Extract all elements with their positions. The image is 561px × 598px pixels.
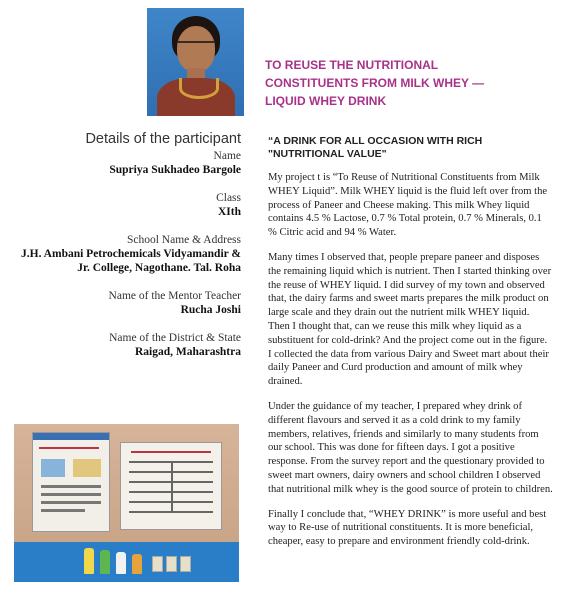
class-value: XIth — [217, 206, 241, 218]
article-title — [265, 56, 555, 110]
school-value-line-1: J.H. Ambani Petrochemicals Vidyamandir & — [21, 248, 241, 260]
paragraph: Finally I conclude that, “WHEY DRINK” is more useful and best way to Re-use of nutritional constituents. It is more beneficial, cheaper, easy to prepare and environment friendly cold-drink. — [268, 508, 547, 548]
paragraph: Under the guidance of my teacher, I prepared whey drink of different flavours and served it as a cold drink to my family members, relatives, friends and similarly to many students from our school. This was done for fifteen days. I got a positive response. From the survey report and the questionary provided to sweet mart owners, dairy owners and school children I observed that nutritional milk whey is the good source of protein to children. — [268, 400, 553, 495]
article-subtitle — [268, 135, 553, 161]
poster-chart-right — [120, 442, 222, 530]
school-value-line-2: Jr. College, Nagothane. Tal. Roha — [77, 262, 241, 274]
participant-details — [6, 131, 241, 359]
paragraph: My project t is “To Reuse of Nutritional Constituents from Milk WHEY Liquid”. Milk WHEY liquid is the fluid left over from the process of Paneer and Cheese making. This milk Whey liquid contains 4.5 % Lactose, 0.7 % Total protein, 0.7 % Minerals, 0.1 % Citric acid and 94 % Water. — [268, 172, 548, 239]
title-line: LIQUID WHEY DRINK — [265, 94, 387, 108]
poster-chart-left — [32, 432, 110, 532]
name-value: Supriya Sukhadeo Bargole — [109, 164, 241, 176]
display-table — [14, 542, 239, 582]
subtitle-line: "NUTRITIONAL VALUE" — [268, 148, 387, 160]
school-label: School Name & Address — [126, 234, 241, 246]
mentor-value: Rucha Joshi — [180, 304, 241, 316]
district-label: Name of the District & State — [109, 332, 241, 344]
participant-photo — [147, 8, 244, 116]
paragraph: Many times I observed that, people prepare paneer and disposes the remaining liquid which is nutrient. Then I started thinking over the reuse of WHEY liquid. I did survey of my town and observed that, the dairy farms and sweet marts prepares the milk product on large scale and they drain out the nutrient milk WHEY liquid. Then I thought that, can we reuse this milk whey liquid as a substituent for cold-drink? And the project come out in the figure. I collected the data from various Dairy and Sweet mart about their daily Paneer and Curd production and amount of milk whey drained. — [268, 251, 552, 388]
project-display-photo — [14, 424, 239, 582]
class-label: Class — [216, 192, 241, 204]
name-label: Name — [213, 150, 241, 162]
details-heading: Details of the participant — [85, 131, 241, 147]
article-body — [268, 135, 553, 560]
title-line: CONSTITUENTS FROM MILK WHEY — — [265, 76, 485, 90]
subtitle-line: “A DRINK FOR ALL OCCASION WITH RICH — [268, 135, 483, 147]
district-value: Raigad, Maharashtra — [134, 346, 241, 358]
mentor-label: Name of the Mentor Teacher — [108, 290, 241, 302]
title-line: TO REUSE THE NUTRITIONAL — [265, 58, 439, 72]
